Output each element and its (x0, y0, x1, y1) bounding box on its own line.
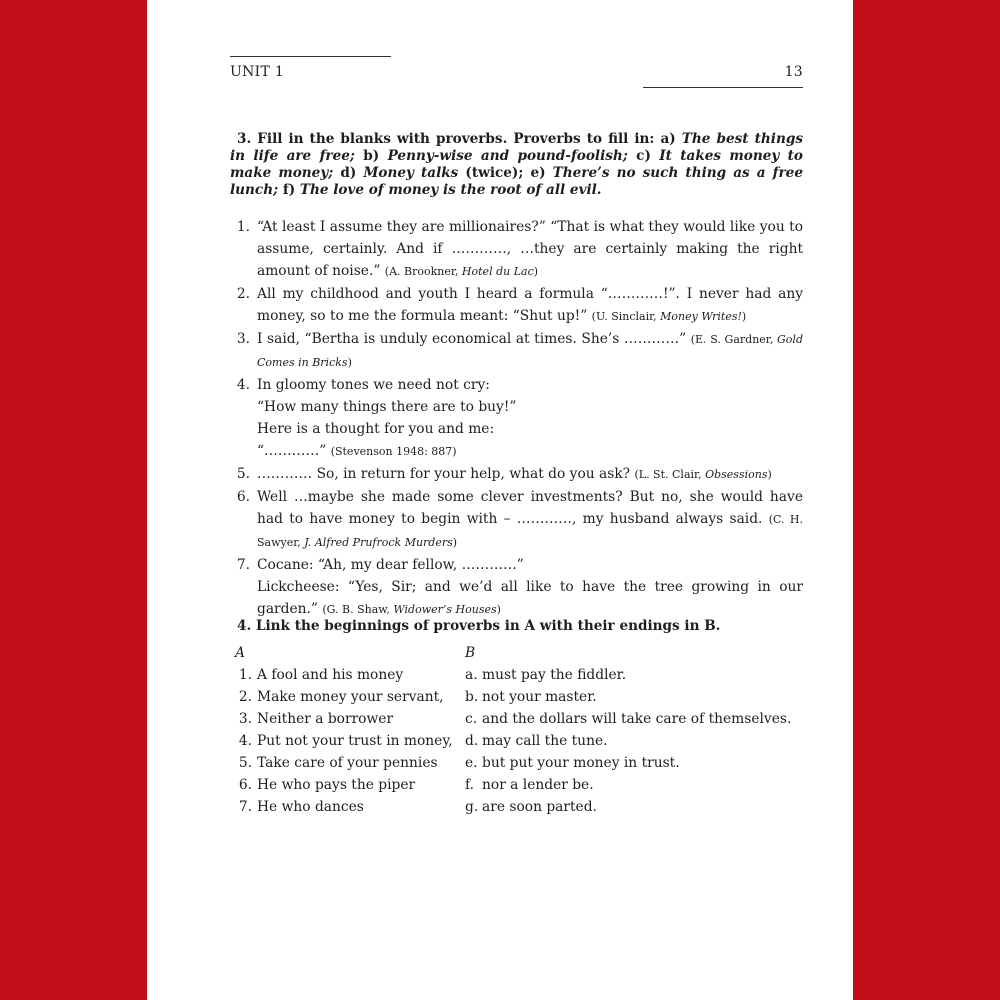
source-citation: J. Alfred Prufrock Murders (304, 536, 453, 549)
exercise-3-item (230, 283, 803, 328)
item-line (257, 418, 803, 440)
item-line (257, 486, 803, 554)
item-number: 2. (236, 286, 250, 302)
source-citation: Hotel du Lac (461, 265, 534, 278)
quote-text: ………… So, in return for your help, what do you ask? (257, 466, 635, 482)
source-citation: ) (741, 310, 747, 323)
unit-label: UNIT 1 (230, 64, 285, 80)
row-letter: a. (465, 667, 478, 683)
proverb-option: It takes money to make money; (230, 148, 803, 181)
proverb-beginning: Make money your servant, (257, 689, 444, 705)
item-line (257, 283, 803, 328)
quote-text: In gloomy tones we need not cry: (257, 377, 490, 393)
exercise-3-item (230, 374, 803, 463)
exercise-3-items (230, 216, 803, 621)
exercise-3-item (230, 216, 803, 283)
source-citation: Money Writes! (660, 310, 742, 323)
source-citation: (U. Sinclair, (591, 310, 661, 323)
quote-text: Well …maybe she made some clever investments? But no, she would have had to have money to begin with – …………, my husband always said. (257, 489, 803, 527)
row-number: 2. (238, 689, 252, 705)
quote-text: Lickcheese: “Yes, Sir; and we’d all like to have the tree growing in our garden.” (257, 579, 803, 617)
proverb-ending: nor a lender be. (482, 777, 594, 793)
row-letter: c. (465, 711, 478, 727)
proverb-ending: are soon parted. (482, 799, 597, 815)
source-citation: (A. Brookner, (384, 265, 462, 278)
source-citation: (C. H. Sawyer, (257, 513, 804, 549)
proverb-ending: but put your money in trust. (482, 755, 680, 771)
source-citation: (G. B. Shaw, (322, 603, 394, 616)
source-citation: ) (347, 356, 352, 369)
item-line (257, 440, 803, 463)
header-rule-right (643, 87, 803, 88)
exercise-3-item (230, 328, 803, 374)
exercise-3-title (230, 131, 803, 198)
proverb-beginning: Take care of your pennies (257, 755, 438, 771)
proverb-beginning: Neither a borrower (257, 711, 394, 727)
item-number: 3. (236, 331, 250, 347)
header-rule-left (230, 56, 391, 57)
proverb-option: The love of money is the root of all evil. (299, 182, 602, 198)
title-text: c) (627, 148, 660, 164)
exercise-3-item (230, 463, 803, 486)
matching-row (230, 664, 803, 686)
matching-row (230, 752, 803, 774)
proverb-beginning: Put not your trust in money, (257, 733, 453, 749)
exercise-3-number: 3. (237, 131, 252, 147)
row-letter: f. (465, 777, 475, 793)
matching-row (230, 774, 803, 796)
proverb-ending: may call the tune. (482, 733, 608, 749)
source-citation: ) (496, 603, 501, 616)
proverb-option: Penny-wise and pound-foolish; (387, 148, 628, 164)
matching-row (230, 686, 803, 708)
item-line (257, 554, 803, 576)
row-letter: e. (465, 755, 478, 771)
row-number: 6. (238, 777, 252, 793)
item-line (257, 328, 803, 374)
source-citation: ) (533, 265, 539, 278)
row-letter: d. (465, 733, 479, 749)
quote-text: “How many things there are to buy!” (257, 399, 517, 415)
source-citation: ) (767, 468, 772, 481)
title-text: b) (354, 148, 388, 164)
item-number: 5. (236, 466, 250, 482)
matching-row (230, 796, 803, 818)
item-number: 1. (236, 219, 250, 235)
proverb-beginning: A fool and his money (257, 667, 404, 683)
exercise-4 (230, 618, 803, 818)
quote-text: Here is a thought for you and me: (257, 421, 495, 437)
quote-text: “…………” (257, 443, 331, 459)
proverb-beginning: He who dances (257, 799, 364, 815)
proverb-ending: and the dollars will take care of themselves. (482, 711, 792, 727)
matching-row (230, 708, 803, 730)
quote-text: All my childhood and youth I heard a formula “…………!”. I never had any money, so to me the formula meant: “Shut up!” (257, 286, 803, 324)
proverb-ending: must pay the fiddler. (482, 667, 627, 683)
source-citation: Obsessions (705, 468, 768, 481)
source-citation: Widower’s Houses (393, 603, 497, 616)
proverb-option: There’s no such thing as a free lunch; (230, 165, 803, 198)
row-number: 1. (238, 667, 252, 683)
title-text: d) (333, 165, 364, 181)
source-citation: ) (452, 536, 458, 549)
item-line (257, 216, 803, 283)
book-page (147, 0, 853, 1000)
source-citation: (Stevenson 1948: 887) (330, 445, 457, 458)
matching-table (230, 642, 803, 818)
exercise-3 (230, 131, 803, 621)
column-headers (230, 642, 803, 664)
title-text: (twice); e) (458, 165, 553, 181)
row-number: 3. (238, 711, 252, 727)
quote-text: “At least I assume they are millionaires?” “That is what they would like you to assume, certainly. And if …………, …they are certainly making the right amount of noise.” (257, 219, 803, 279)
item-line (257, 396, 803, 418)
item-line (257, 576, 803, 621)
source-citation: (L. St. Clair, (634, 468, 706, 481)
matching-row (230, 730, 803, 752)
page-number: 13 (784, 64, 803, 80)
title-text: f) (278, 182, 300, 198)
item-line (257, 374, 803, 396)
exercise-4-instructions (230, 618, 803, 635)
column-b-header: B (465, 645, 476, 661)
row-number: 4. (238, 733, 252, 749)
exercise-3-item (230, 554, 803, 621)
row-number: 7. (238, 799, 252, 815)
proverb-beginning: He who pays the piper (257, 777, 416, 793)
column-a-header: A (235, 645, 245, 661)
source-citation: (E. S. Gardner, (690, 333, 778, 346)
proverb-ending: not your master. (482, 689, 597, 705)
proverb-option: The best things in life are free; (230, 131, 803, 164)
item-number: 4. (236, 377, 250, 393)
quote-text: Cocane: “Ah, my dear fellow, …………” (257, 557, 524, 573)
row-number: 5. (238, 755, 252, 771)
quote-text: I said, “Bertha is unduly economical at times. She’s …………” (257, 331, 691, 347)
exercise-4-number: 4. (237, 618, 252, 634)
exercise-4-title: Link the beginnings of proverbs in A with their endings in B. (255, 618, 721, 634)
exercise-3-instructions (230, 131, 803, 199)
source-citation: Gold Comes in Bricks (257, 333, 803, 369)
title-text: Fill in the blanks with proverbs. Proverbs to fill in: a) (257, 131, 682, 147)
item-line (257, 463, 803, 486)
proverb-option: Money talks (363, 165, 459, 181)
row-letter: g. (465, 799, 479, 815)
item-number: 6. (236, 489, 250, 505)
item-number: 7. (236, 557, 250, 573)
exercise-3-item (230, 486, 803, 554)
row-letter: b. (465, 689, 479, 705)
